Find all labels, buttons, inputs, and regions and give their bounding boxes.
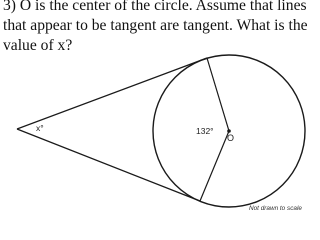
central-angle-label: 132° xyxy=(196,126,214,136)
tangent-line-lower xyxy=(17,129,200,201)
scale-note: Not drawn to scale xyxy=(249,205,302,212)
radius-upper xyxy=(207,58,229,131)
question-line-3: value of x? xyxy=(3,37,73,54)
angle-x-label: x° xyxy=(36,123,44,133)
tangent-line-upper xyxy=(17,58,207,129)
question-line-1: 3) O is the center of the circle. Assume that lines xyxy=(3,0,307,14)
radius-lower xyxy=(200,131,229,201)
center-label: O xyxy=(227,133,235,143)
question-line-2: that appear to be tangent are tangent. What is the xyxy=(3,17,308,34)
